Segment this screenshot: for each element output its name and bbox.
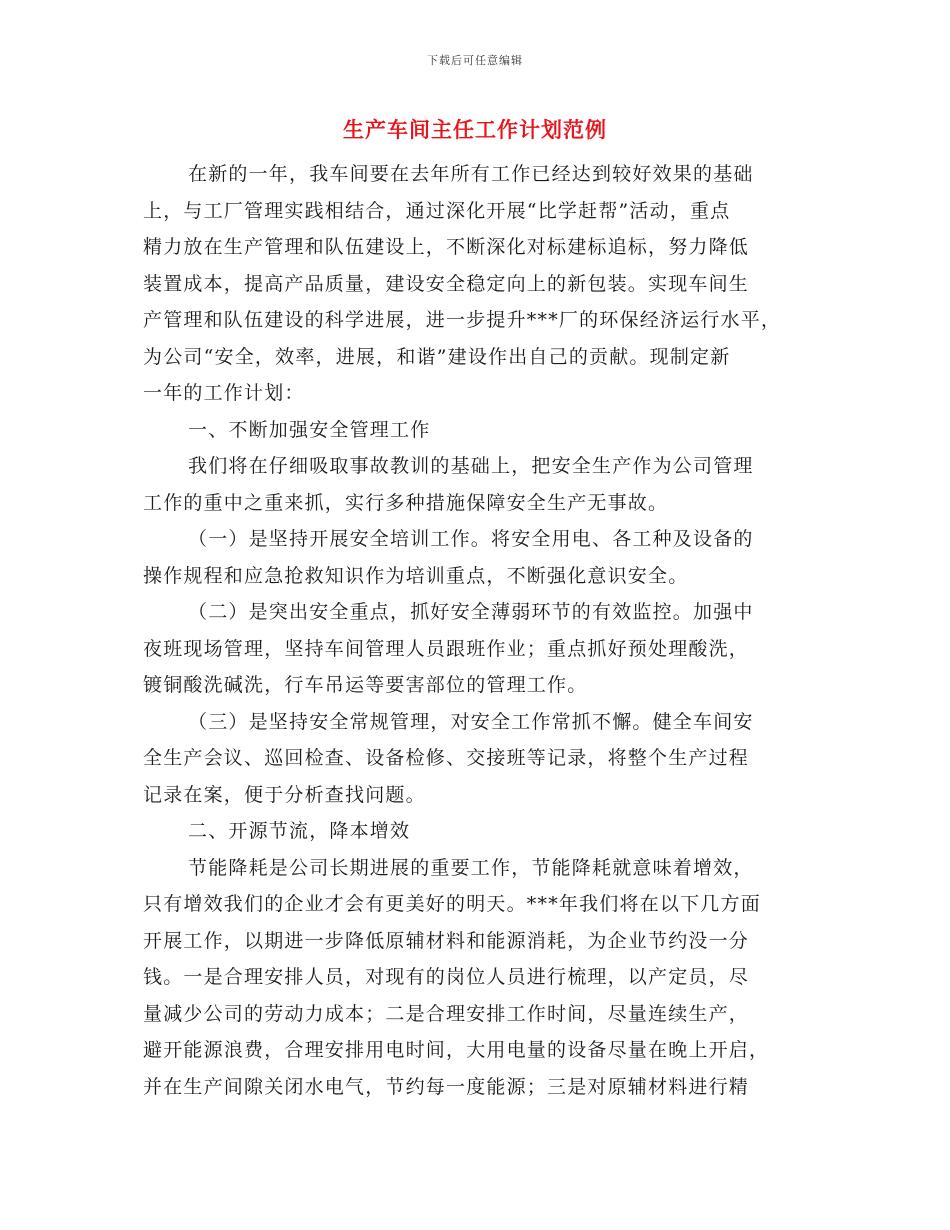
text-line: 夜班现场管理，坚持车间管理人员跟班作业；重点抓好预处理酸洗， bbox=[143, 637, 750, 660]
text-line: 产管理和队伍建设的科学进展，进一步提升***厂的环保经济运行水平， bbox=[143, 309, 782, 331]
text-line: （一）是坚持开展安全培训工作。将安全用电、各工种及设备的 bbox=[188, 528, 754, 550]
text-line: 一、不断加强安全管理工作 bbox=[188, 418, 431, 441]
text-line: 避开能源浪费，合理安排用电时间，大用电量的设备尽量在晚上开启， bbox=[143, 1039, 770, 1061]
text-line: 镀铜酸洗碱洗，行车吊运等要害部位的管理工作。 bbox=[143, 674, 588, 696]
text-line: 记录在案，便于分析查找问题。 bbox=[143, 783, 426, 806]
text-line: 节能降耗是公司长期进展的重要工作，节能降耗就意味着增效， bbox=[188, 856, 754, 879]
text-line: （二）是突出安全重点，抓好安全薄弱环节的有效监控。加强中 bbox=[188, 601, 754, 623]
text-line: 二、开源节流，降本增效 bbox=[188, 820, 411, 842]
document-title: 生产车间主任工作计划范例 bbox=[343, 117, 607, 142]
text-line: 我们将在仔细吸取事故教训的基础上，把安全生产作为公司管理 bbox=[188, 455, 754, 477]
text-line: 全生产会议、巡回检查、设备检修、交接班等记录，将整个生产过程 bbox=[143, 747, 750, 769]
text-line: （三）是坚持安全常规管理，对安全工作常抓不懈。健全车间安 bbox=[188, 710, 754, 733]
text-line: 在新的一年，我车间要在去年所有工作已经达到较好效果的基础 bbox=[188, 163, 754, 185]
text-line: 上，与工厂管理实践相结合，通过深化开展“比学赶帮”活动，重点 bbox=[143, 199, 731, 222]
text-line: 精力放在生产管理和队伍建设上，不断深化对标建标追标，努力降低 bbox=[143, 236, 750, 258]
header-note: 下载后可任意编辑 bbox=[427, 54, 523, 67]
text-line: 量减少公司的劳动力成本；二是合理安排工作时间，尽量连续生产， bbox=[143, 1002, 750, 1025]
text-line: 钱。一是合理安排人员，对现有的岗位人员进行梳理，以产定员，尽 bbox=[143, 966, 750, 988]
document-body bbox=[143, 156, 813, 1105]
text-line: 工作的重中之重来抓，实行多种措施保障安全生产无事故。 bbox=[143, 491, 669, 514]
text-line: 一年的工作计划： bbox=[143, 382, 305, 404]
text-line: 只有增效我们的企业才会有更美好的明天。***年我们将在以下几方面 bbox=[143, 893, 761, 915]
text-line: 操作规程和应急抢救知识作为培训重点，不断强化意识安全。 bbox=[143, 564, 689, 587]
text-line: 为公司“安全，效率，进展，和谐”建设作出自己的贡献。现制定新 bbox=[143, 345, 731, 368]
text-line: 开展工作，以期进一步降低原辅材料和能源消耗，为企业节约没一分 bbox=[143, 929, 750, 952]
text-line: 并在生产间隙关闭水电气，节约每一度能源；三是对原辅材料进行精 bbox=[143, 1075, 750, 1098]
text-line: 装置成本，提高产品质量，建设安全稳定向上的新包装。实现车间生 bbox=[143, 272, 750, 295]
